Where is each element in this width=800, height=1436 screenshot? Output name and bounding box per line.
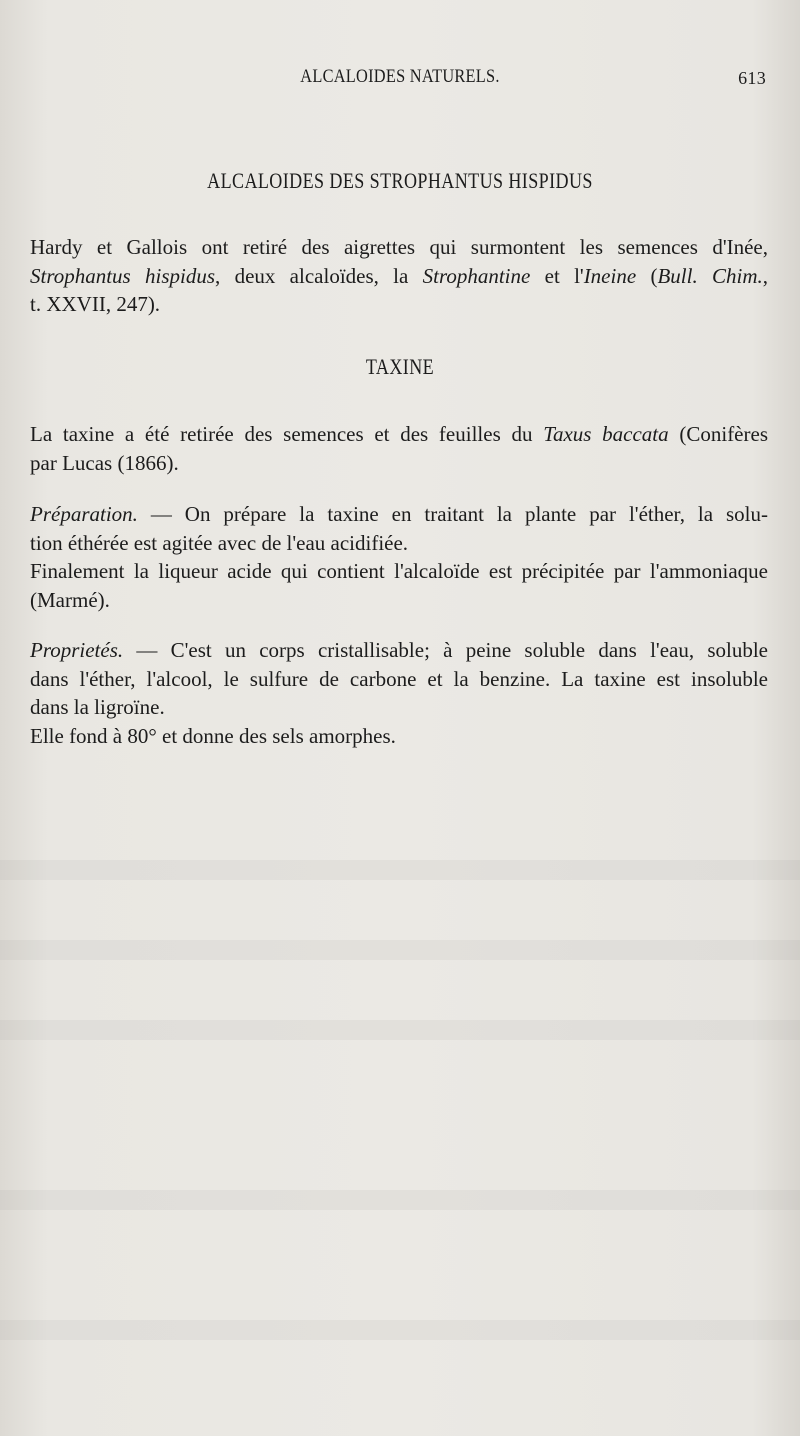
text-run: et l'	[530, 263, 584, 288]
species-name: Strophantus hispidus	[30, 263, 216, 288]
alkaloid-name: Ineine	[583, 263, 637, 288]
running-head: ALCALOIDES NATURELS.	[300, 66, 500, 87]
run-in-heading: Proprietés.	[30, 638, 124, 662]
text-line: dans la ligroïne.	[30, 695, 165, 719]
bleed-through-band	[0, 1190, 800, 1210]
text-run: — C'est un corps cristallisable; à peine soluble dans l'eau, soluble	[123, 638, 768, 662]
paragraph-properties	[30, 636, 768, 750]
section-title-taxine: TAXINE	[365, 354, 435, 379]
journal-reference: Bull. Chim.	[657, 263, 763, 288]
text-run: (Conifères	[668, 422, 768, 446]
text-line: Finalement la liqueur acide qui contient l'alcaloïde est précipitée par l'ammoniaque	[30, 559, 768, 583]
paragraph-preparation	[30, 500, 768, 614]
text-run: — On prépare la taxine en traitant la plante par l'éther, la solu-	[137, 502, 768, 526]
text-run: ,	[762, 263, 768, 288]
text-line: tion éthérée est agitée avec de l'eau acidifiée.	[30, 530, 409, 555]
text-run: , deux alcaloïdes, la	[215, 263, 423, 288]
species-name: Taxus baccata	[543, 422, 669, 446]
text-line	[30, 420, 768, 449]
text-run: (	[636, 263, 658, 288]
bleed-through-band	[0, 1020, 800, 1040]
text-line	[30, 262, 768, 291]
text-line: dans l'éther, l'alcool, le sulfure de carbone et la benzine. La taxine est insoluble	[30, 666, 768, 691]
text-line: Elle fond à 80° et donne des sels amorphes.	[30, 723, 396, 748]
bleed-through-band	[0, 860, 800, 880]
bleed-through-band	[0, 1320, 800, 1340]
page-header	[0, 66, 800, 96]
bleed-through-band	[0, 940, 800, 960]
text-line: (Marmé).	[30, 587, 110, 612]
text-line: par Lucas (1866).	[30, 450, 179, 475]
alkaloid-name: Strophantine	[422, 263, 531, 288]
text-line: Hardy et Gallois ont retiré des aigrettes qui surmontent les semences d'Inée,	[30, 235, 768, 259]
paragraph-strophantus	[30, 233, 768, 319]
text-run: La taxine a été retirée des semences et des feuilles du	[30, 422, 544, 446]
run-in-heading: Préparation.	[30, 502, 138, 526]
page-number: 613	[738, 68, 766, 88]
text-line: t. XXVII, 247).	[30, 292, 161, 316]
text-line	[30, 500, 768, 529]
section-title-strophantus: ALCALOIDES DES STROPHANTUS HISPIDUS	[207, 168, 593, 193]
paragraph-taxine-intro	[30, 420, 768, 477]
text-line	[30, 636, 768, 665]
